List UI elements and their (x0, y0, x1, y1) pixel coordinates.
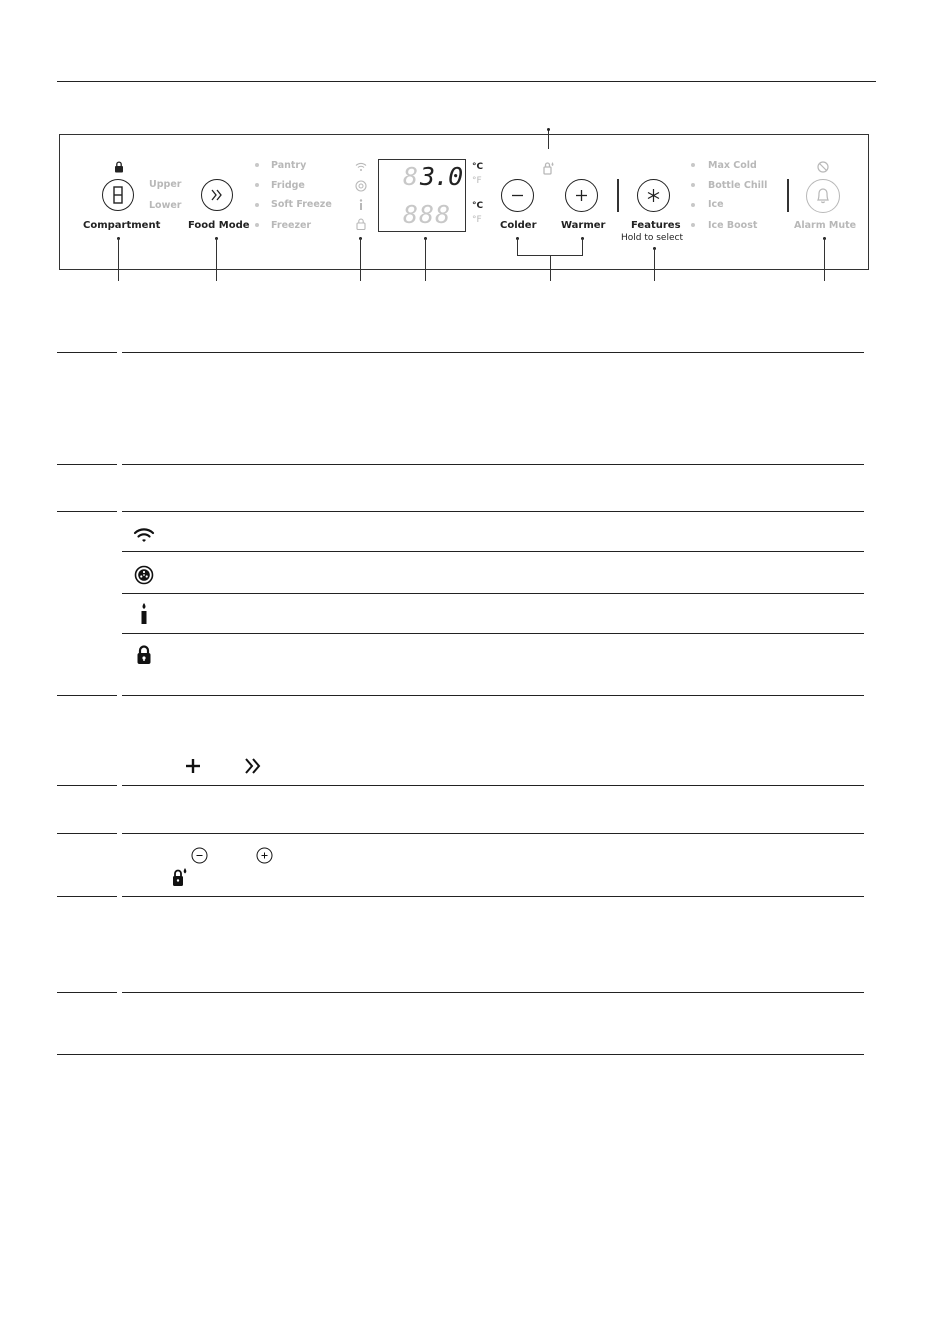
callout-leader (654, 248, 655, 281)
bracket-right (582, 238, 583, 255)
table-bottom-rule (57, 1054, 864, 1055)
table-subrow-divider (122, 551, 864, 552)
info-icon (139, 603, 149, 625)
double-chevron-right-icon (243, 756, 263, 776)
double-chevron-right-icon (202, 180, 232, 210)
table-row-divider (57, 992, 864, 993)
bracket-left (517, 238, 518, 255)
plus-circle-icon (256, 847, 273, 864)
table-row-divider-gap (117, 693, 122, 697)
features-dot (691, 163, 695, 167)
minus-circle-icon (191, 847, 208, 864)
wifi-icon (133, 526, 155, 544)
upper-temp-placeholder: 8 (403, 162, 419, 191)
food-mode-option-freezer: Freezer (271, 220, 312, 231)
lower-unit-f: °F (472, 215, 482, 225)
minus-icon (502, 180, 533, 211)
service-icon (355, 180, 367, 192)
warmer-label: Warmer (561, 220, 606, 231)
upper-temp-readout: 3.0 (420, 162, 463, 191)
asterisk-icon (638, 180, 669, 211)
plus-icon (184, 757, 202, 775)
callout-leader (824, 238, 825, 281)
food-mode-option-soft-freeze: Soft Freeze (271, 199, 332, 210)
upper-unit-f: °F (472, 176, 482, 186)
table-row-divider-gap (117, 462, 122, 466)
compartment-lock-icon (114, 161, 124, 173)
table-row-divider (57, 464, 864, 465)
table-row-divider-gap (117, 783, 122, 787)
compartment-label: Compartment (83, 220, 161, 231)
table-row-divider-gap (117, 509, 122, 513)
table-row-divider (57, 896, 864, 897)
table-subrow-divider (122, 633, 864, 634)
upper-unit-c: °C (472, 162, 484, 172)
features-label: Features (631, 220, 681, 231)
compartment-icon (103, 180, 133, 210)
callout-leader (550, 255, 551, 281)
features-option-ice: Ice (708, 199, 724, 210)
table-row-divider (57, 511, 864, 512)
features-hint: Hold to select (621, 233, 683, 243)
top-rule (57, 81, 876, 82)
features-button[interactable] (637, 179, 670, 212)
alarm-mute-button[interactable] (806, 179, 840, 213)
features-option-bottle-chill: Bottle Chill (708, 180, 768, 191)
warmer-button[interactable] (565, 179, 598, 212)
lock-icon (136, 645, 152, 665)
food-mode-dot (255, 203, 259, 207)
alarm-muted-icon (817, 161, 829, 173)
features-dot (691, 203, 695, 207)
features-dot (691, 223, 695, 227)
table-row-divider (57, 833, 864, 834)
plus-icon (566, 180, 597, 211)
food-mode-option-pantry: Pantry (271, 160, 307, 171)
table-row-divider-gap (117, 894, 122, 898)
compartment-button[interactable] (102, 179, 134, 211)
callout-leader (118, 238, 119, 281)
compartment-option-upper: Upper (149, 179, 182, 190)
callout-leader (360, 238, 361, 281)
features-dot (691, 183, 695, 187)
callout-leader (425, 238, 426, 281)
wifi-icon (355, 162, 367, 172)
table-row-divider-gap (117, 350, 122, 354)
service-icon (134, 565, 154, 585)
table-subrow-divider (122, 593, 864, 594)
food-mode-option-fridge: Fridge (271, 180, 305, 191)
lower-temp-readout: 888 (403, 200, 452, 229)
food-mode-dot (255, 163, 259, 167)
callout-leader (216, 238, 217, 281)
separator (617, 179, 619, 212)
table-row-divider (57, 695, 864, 696)
compartment-option-lower: Lower (149, 200, 182, 211)
features-option-ice-boost: Ice Boost (708, 220, 758, 231)
food-mode-dot (255, 223, 259, 227)
lower-unit-c: °C (472, 201, 484, 211)
separator (787, 179, 789, 212)
child-lock-water-icon (172, 867, 188, 887)
callout-pin-top (547, 128, 550, 131)
food-mode-button[interactable] (201, 179, 233, 211)
food-mode-label: Food Mode (188, 220, 250, 231)
food-mode-dot (255, 183, 259, 187)
colder-label: Colder (500, 220, 537, 231)
info-icon (358, 199, 364, 211)
lock-icon (356, 218, 366, 230)
table-row-divider (57, 352, 864, 353)
features-option-max-cold: Max Cold (708, 160, 757, 171)
alarm-mute-label: Alarm Mute (794, 220, 857, 231)
bell-icon (807, 180, 839, 212)
table-row-divider-gap (117, 831, 122, 835)
colder-button[interactable] (501, 179, 534, 212)
table-row-divider (57, 785, 864, 786)
table-row-divider-gap (117, 990, 122, 994)
